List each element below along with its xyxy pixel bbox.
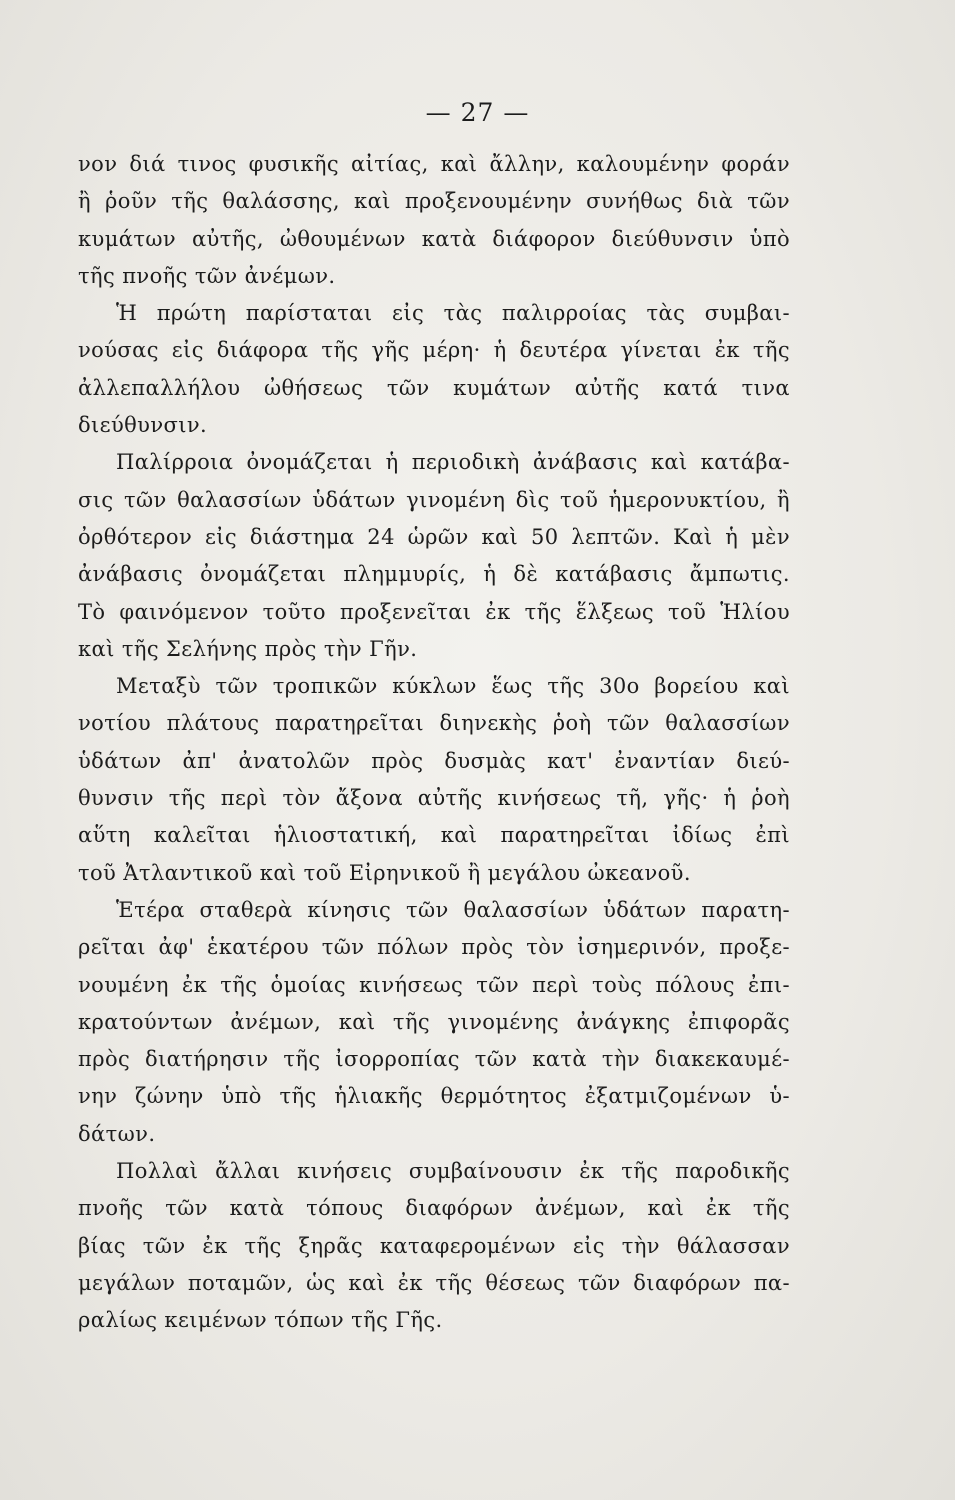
text-line: βίας τῶν ἐκ τῆς ξηρᾶς καταφερομένων εἰς τὴν θάλασσαν [78,1233,790,1258]
text-line: τῆς πνοῆς τῶν ἀνέμων. [78,263,336,288]
text-line: νούσας εἰς διάφορα τῆς γῆς μέρη· ἡ δευτέρα γίνεται ἐκ τῆς [78,338,790,363]
text-line: ἀνάβασις ὀνομάζεται πλημμυρίς, ἡ δὲ κατάβασις ἄμπωτις. [78,562,790,587]
text-line: καὶ τῆς Σελήνης πρὸς τὴν Γῆν. [78,636,418,661]
text-line: πρὸς διατήρησιν τῆς ἰσορροπίας τῶν κατὰ τὴν διακεκαυμέ- [78,1047,790,1072]
text-line: νον διά τινος φυσικῆς αἰτίας, καὶ ἄλλην, καλουμένην φοράν [78,152,790,176]
text-line: Παλίρροια ὀνομάζεται ἡ περιοδικὴ ἀνάβασις καὶ κατάβα- [116,450,790,475]
text-line: νουμένη ἐκ τῆς ὁμοίας κινήσεως τῶν περὶ τοὺς πόλους ἐπι- [78,972,790,997]
text-line: Πολλαὶ ἄλλαι κινήσεις συμβαίνουσιν ἐκ τῆς παροδικῆς [116,1159,790,1184]
text-line: Μεταξὺ τῶν τροπικῶν κύκλων ἕως τῆς 30ο βορείου καὶ [116,674,790,699]
text-line: νοτίου πλάτους παρατηρεῖται διηνεκὴς ῥοὴ τῶν θαλασσίων [78,711,790,736]
text-line: Ἑτέρα σταθερὰ κίνησις τῶν θαλασσίων ὑδάτων παρατη- [116,897,790,922]
text-line: νην ζώνην ὑπὸ τῆς ἡλιακῆς θερμότητος ἐξατμιζομένων ὑ- [78,1084,790,1109]
text-line: κυμάτων αὐτῆς, ὠθουμένων κατὰ διάφορον διεύθυνσιν ὑπὸ [78,226,790,251]
text-line: αὕτη καλεῖται ἡλιοστατική, καὶ παρατηρεῖται ἰδίως ἐπὶ [78,823,790,848]
text-line: τοῦ Ἀτλαντικοῦ καὶ τοῦ Εἰρηνικοῦ ἢ μεγάλου ὠκεανοῦ. [78,860,691,885]
text-line: ὀρθότερον εἰς διάστημα 24 ὡρῶν καὶ 50 λεπτῶν. Καὶ ἡ μὲν [78,524,790,549]
text-line: ραλίως κειμένων τόπων τῆς Γῆς. [78,1308,443,1333]
text-line: δάτων. [78,1121,156,1146]
text-line: Τὸ φαινόμενον τοῦτο προξενεῖται ἐκ τῆς ἕλξεως τοῦ Ἡλίου [78,599,790,624]
text-line: μεγάλων ποταμῶν, ὡς καὶ ἐκ τῆς θέσεως τῶν διαφόρων πα- [78,1270,790,1295]
text-line: ὑδάτων ἀπ' ἀνατολῶν πρὸς δυσμὰς κατ' ἐναντίαν διεύ- [78,748,790,773]
text-line: σις τῶν θαλασσίων ὑδάτων γινομένη δὶς τοῦ ἡμερονυκτίου, ἢ [78,487,790,512]
text-line: Ἡ πρώτη παρίσταται εἰς τὰς παλιρροίας τὰς συμβαι- [116,301,790,326]
text-line: κρατούντων ἀνέμων, καὶ τῆς γινομένης ἀνάγκης ἐπιφορᾶς [78,1009,790,1034]
text-line: θυνσιν τῆς περὶ τὸν ἄξονα αὐτῆς κινήσεως τῆ, γῆς· ἡ ῥοὴ [78,786,790,811]
body-text [78,146,790,1340]
text-line: ρεῖται ἀφ' ἑκατέρου τῶν πόλων πρὸς τὸν ἰσημερινόν, προξε- [78,935,790,960]
text-line: ἀλλεπαλλήλου ὠθήσεως τῶν κυμάτων αὐτῆς κατά τινα [78,375,790,400]
text-line: ἢ ῥοῦν τῆς θαλάσσης, καὶ προξενουμένην συνήθως διὰ τῶν [78,189,790,214]
text-line: πνοῆς τῶν κατὰ τόπους διαφόρων ἀνέμων, καὶ ἐκ τῆς [78,1196,790,1221]
text-line: διεύθυνσιν. [78,413,208,438]
page-number: — 27 — [425,98,530,127]
